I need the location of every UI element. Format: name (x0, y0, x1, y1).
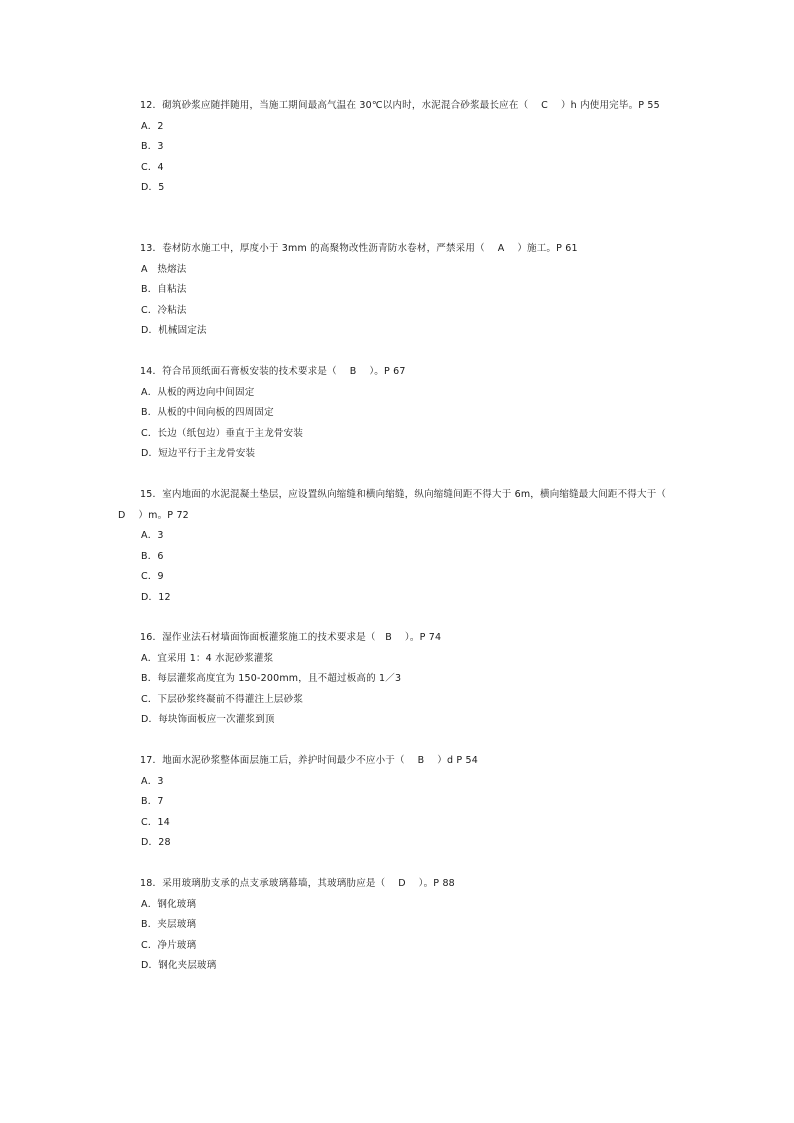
option-d: D．短边平行于主龙骨安装 (141, 448, 256, 460)
option-b: B．3 (141, 141, 164, 153)
option-b: B．每层灌浆高度宜为 150-200mm，且不超过板高的 1／3 (141, 673, 402, 685)
option-a: A．钢化玻璃 (141, 898, 197, 910)
option-d: D．机械固定法 (141, 325, 207, 337)
question-stem: 13．卷材防水施工中，厚度小于 3mm 的高聚物改性沥青防水卷材，严禁采用（ A ）施工。P 61 (140, 243, 578, 254)
option-a: A．3 (141, 775, 164, 787)
question-18 (118, 874, 678, 977)
option-c: C．净片玻璃 (141, 939, 197, 951)
option-c: C．14 (141, 816, 171, 828)
option-a: A．宜采用 1：4 水泥砂浆灌浆 (141, 652, 274, 664)
question-stem: 12．砌筑砂浆应随拌随用，当施工期间最高气温在 30℃以内时，水泥混合砂浆最长应在（ C ）h 内使用完毕。P 55 (140, 100, 660, 111)
option-c: C．9 (141, 571, 164, 583)
question-stem: 18．采用玻璃肋支承的点支承玻璃幕墙，其玻璃肋应是（ D ）。P 88 (140, 878, 455, 889)
option-b: B．6 (141, 550, 164, 562)
option-c: C．下层砂浆终凝前不得灌注上层砂浆 (141, 693, 304, 705)
question-stem: 15．室内地面的水泥混凝土垫层，应设置纵向缩缝和横向缩缝，纵向缩缝间距不得大于 6m，横向缩缝最大间距不得大于（ D ）m。P 72 (118, 489, 680, 521)
option-a: A．3 (141, 530, 164, 541)
option-b: B．自粘法 (141, 284, 187, 296)
option-c: C．长边（纸包边）垂直于主龙骨安装 (141, 427, 304, 439)
question-stem: 14．符合吊顶纸面石膏板安装的技术要求是（ B ）。P 67 (140, 366, 406, 377)
option-b: B．从板的中间向板的四周固定 (141, 407, 274, 419)
option-d: D．12 (141, 591, 171, 603)
question-13 (118, 239, 678, 342)
option-c: C．冷粘法 (141, 304, 187, 316)
option-d: D．每块饰面板应一次灌浆到顶 (141, 714, 275, 726)
question-17 (118, 751, 678, 854)
option-a: A．2 (141, 120, 164, 132)
question-15 (118, 485, 678, 608)
option-a: A．从板的两边向中间固定 (141, 386, 255, 398)
option-c: C．4 (141, 161, 164, 173)
question-12 (118, 96, 678, 199)
option-b: B．夹层玻璃 (141, 919, 197, 931)
question-16 (118, 628, 678, 731)
option-d: D．28 (141, 837, 171, 849)
option-a: A 热熔法 (141, 263, 187, 275)
option-d: D．钢化夹层玻璃 (141, 960, 217, 972)
question-stem: 17．地面水泥砂浆整体面层施工后，养护时间最少不应小于（ B ）d P 54 (140, 755, 479, 766)
question-stem: 16．湿作业法石材墙面饰面板灌浆施工的技术要求是（ B ）。P 74 (140, 632, 442, 643)
option-b: B．7 (141, 796, 164, 808)
question-14 (118, 362, 678, 465)
option-d: D．5 (141, 182, 165, 194)
